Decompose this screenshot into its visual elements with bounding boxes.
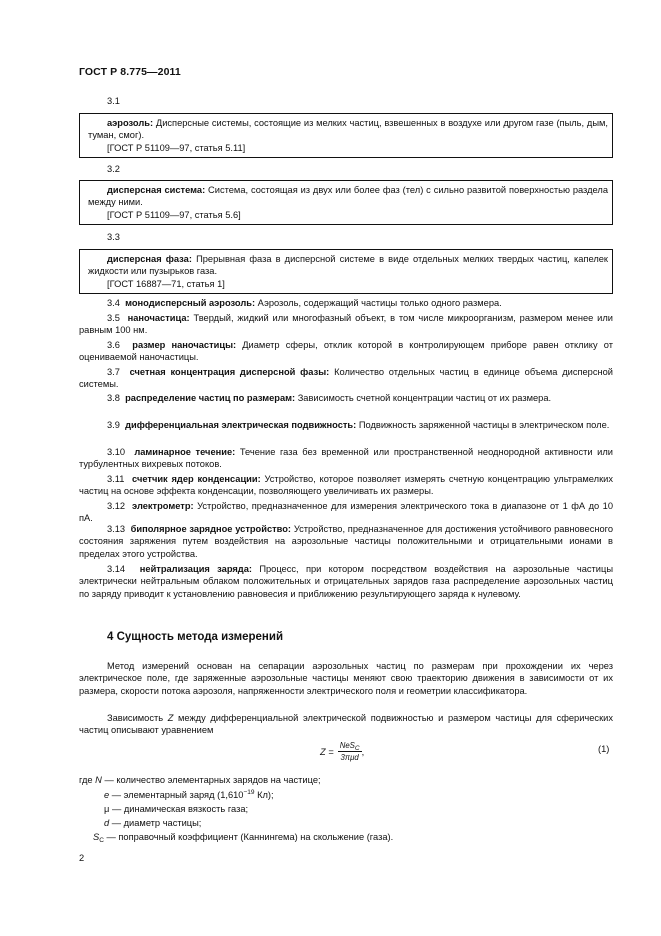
term-definition: Твердый, жидкий или многофазный объект, в том числе микроорганизм, размером менее или равным 100 нм.: [79, 313, 613, 336]
term-name: размер наночастицы:: [132, 340, 237, 350]
term-definition: Устройство, предназначенное для достижения устойчивого равновесного состояния заряжения путем воздействия на аэрозольные частицы положительными и отрицательными ионами в пределах этого устройства.: [79, 524, 613, 559]
where-symbol: S: [93, 832, 100, 842]
term-number: 3.2: [107, 164, 120, 174]
where-text: — динамическая вязкость газа;: [109, 804, 249, 814]
equation-number: (1): [598, 744, 610, 754]
where-text: — диаметр частицы;: [109, 818, 202, 828]
term-name: дифференциальная электрическая подвижность:: [125, 420, 357, 430]
term-number: 3.10: [107, 447, 126, 457]
term-name: дисперсная фаза:: [107, 254, 192, 264]
section-heading: 4 Сущность метода измерений: [107, 631, 284, 643]
term-number: 3.9: [107, 420, 120, 430]
term-name: нейтрализация заряда:: [139, 564, 252, 574]
where-symbol: e: [104, 790, 110, 800]
term-entry: [79, 366, 613, 391]
term-number: 3.3: [107, 232, 120, 242]
term-entry: [79, 563, 613, 600]
numerator-text: NeS: [339, 741, 355, 750]
where-subscript: C: [99, 837, 104, 844]
term-box: [79, 113, 613, 158]
term-name: счетчик ядер конденсации:: [132, 474, 261, 484]
term-name: аэрозоль:: [107, 118, 154, 128]
where-item: [104, 817, 201, 829]
paragraph-text: между дифференциальной электрической подвижностью и размером частицы для сферических частиц описывают уравнением: [79, 713, 613, 736]
where-item: [93, 831, 393, 843]
where-text: — количество элементарных зарядов на частице;: [101, 775, 321, 785]
term-box: [79, 249, 613, 294]
term-name: распределение частиц по размерам:: [125, 393, 296, 403]
term-definition: Аэрозоль, содержащий частицы только одного размера.: [255, 298, 502, 308]
document-header: ГОСТ Р 8.775—2011: [79, 66, 181, 78]
equation: [320, 741, 364, 762]
paragraph-text: Метод измерений основан на сепарации аэрозольных частиц по размерам при прохождении их через электрическое поле, где заряженные аэрозольные частицы меняют свою траекторию движения в зависимости от их размера, скорости потока аэрозоля, напряженности электрического поля и геометрии классификатора.: [79, 661, 613, 696]
term-name: счетная концентрация дисперсной фазы:: [129, 367, 330, 377]
term-reference: [ГОСТ Р 51109—97, статья 5.6]: [107, 209, 241, 220]
term-entry: [79, 297, 613, 309]
paragraph: [79, 660, 613, 697]
term-entry: [79, 312, 613, 337]
equation-denominator: 3πμd: [340, 753, 359, 762]
term-number: 3.14: [107, 564, 126, 574]
equation-comma: ,: [361, 746, 365, 757]
term-number: 3.8: [107, 393, 120, 403]
equation-numerator: [338, 741, 362, 752]
term-definition: Подвижность заряженной частицы в электрическом поле.: [356, 420, 610, 430]
term-name: наночастица:: [127, 313, 190, 323]
term-number: 3.11: [107, 474, 125, 484]
where-item: [104, 803, 248, 815]
term-entry: [79, 473, 613, 498]
numerator-subscript: C: [354, 745, 360, 752]
term-name: биполярное зарядное устройство:: [130, 524, 292, 534]
where-item: [79, 774, 321, 786]
term-reference: [ГОСТ Р 51109—97, статья 5.11]: [107, 142, 246, 153]
term-number: 3.13: [107, 524, 126, 534]
term-definition: Процесс, при котором посредством воздействия на аэрозольные частицы электрически нейтральным облаком положительных и отрицательных зарядов газа распределение аэрозольных частиц по заряду приводит к установлению равновесия и приближению результирующего заряда к нулевому.: [79, 564, 614, 599]
term-definition: Дисперсные системы, состоящие из мелких частиц, взвешенных в воздухе или другом газе (пыль, дым, туман, смог).: [88, 118, 608, 141]
term-number: 3.5: [107, 313, 120, 323]
term-box: [79, 180, 613, 225]
where-item: [104, 789, 274, 801]
term-number: 3.6: [107, 340, 120, 350]
term-name: электрометр:: [132, 501, 194, 511]
where-prefix: где: [79, 775, 96, 785]
term-definition: Устройство, предназначенное для измерения электрического тока в диапазоне от 1 фА до 10 пА.: [79, 501, 613, 524]
term-definition: Диаметр сферы, отклик которой в контролирующем приборе равен отклику от оцениваемой наночастицы.: [79, 340, 613, 363]
equation-fraction: [338, 741, 362, 762]
term-number: 3.7: [107, 367, 120, 377]
page-number: 2: [79, 853, 85, 863]
where-text: — поправочный коэффициент (Каннингема) на скольжение (газа).: [103, 832, 394, 842]
where-text: — элементарный заряд (1,610: [109, 790, 244, 800]
paragraph: [79, 712, 613, 737]
term-name: ламинарное течение:: [134, 447, 236, 457]
term-definition: Прерывная фаза в дисперсной системе в виде отдельных мелких твердых частиц, капелек жидкости или пузырьков газа.: [88, 254, 609, 277]
term-definition: Устройство, которое позволяет измерять счетную концентрацию ультрамелких частиц на основе эффекта конденсации, позволяющего увеличивать их размеры.: [79, 474, 613, 497]
term-definition: Система, состоящая из двух или более фаз (тел) с сильно развитой поверхностью раздела между ними.: [88, 185, 608, 208]
term-number: 3.1: [107, 96, 120, 106]
term-definition: Количество отдельных частиц в единице объема дисперсной системы.: [79, 367, 614, 390]
where-superscript: −19: [243, 789, 255, 796]
where-symbol: μ: [104, 804, 110, 814]
term-entry: [79, 446, 613, 471]
where-symbol: N: [95, 775, 102, 785]
paragraph-text: Зависимость: [107, 713, 168, 723]
term-number: 3.4: [107, 298, 120, 308]
where-symbol: d: [104, 818, 110, 828]
variable-z: Z: [167, 713, 174, 723]
term-entry: [79, 500, 613, 525]
where-text: Кл);: [254, 790, 274, 800]
term-entry: [79, 392, 613, 404]
term-name: монодисперсный аэрозоль:: [125, 298, 256, 308]
term-definition: Зависимость счетной концентрации частиц от их размера.: [295, 393, 552, 403]
equation-lhs: Z =: [320, 746, 334, 757]
term-entry: [79, 339, 613, 364]
term-entry: [79, 523, 613, 560]
term-name: дисперсная система:: [107, 185, 206, 195]
term-reference: [ГОСТ 16887—71, статья 1]: [107, 278, 225, 289]
term-definition: Течение газа без временной или пространственной неоднородной активности или турбулентных вихревых потоков.: [79, 447, 613, 470]
term-entry: [79, 419, 613, 431]
term-number: 3.12: [107, 501, 126, 511]
